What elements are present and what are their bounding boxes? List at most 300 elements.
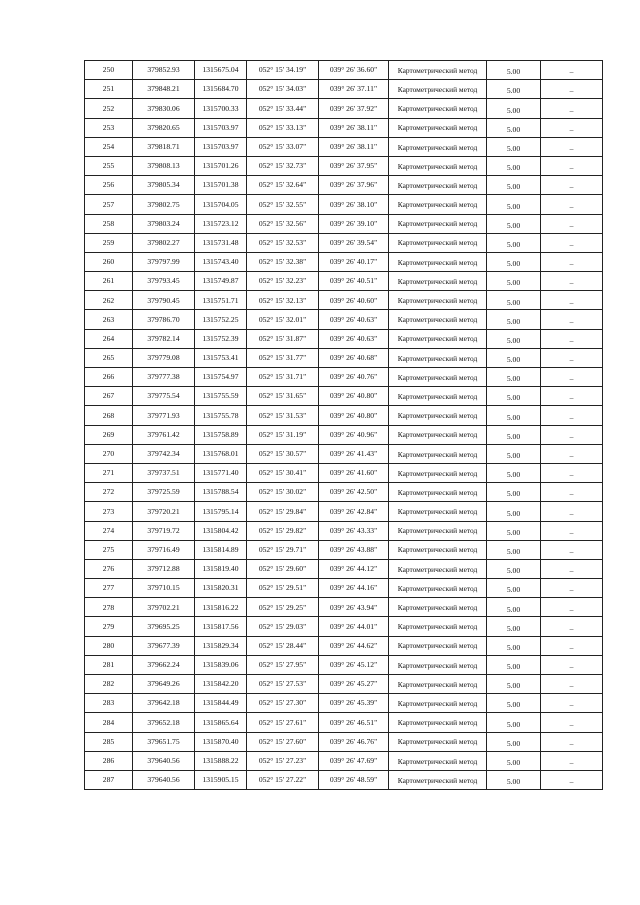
- coord-y-cell: 1315749.87: [195, 272, 247, 291]
- point-number-cell: 284: [85, 713, 133, 732]
- coord-x-cell: 379808.13: [133, 156, 195, 175]
- method-cell: Картометрический метод: [389, 387, 487, 406]
- note-cell: –: [541, 80, 603, 99]
- accuracy-cell: 5.00: [487, 61, 541, 80]
- longitude-cell: 039° 26' 37.92": [319, 99, 389, 118]
- longitude-cell: 039° 26' 40.96": [319, 425, 389, 444]
- accuracy-cell: 5.00: [487, 310, 541, 329]
- coord-y-cell: 1315888.22: [195, 751, 247, 770]
- point-number-cell: 278: [85, 598, 133, 617]
- note-cell: –: [541, 540, 603, 559]
- note-cell: –: [541, 770, 603, 789]
- point-number-cell: 258: [85, 214, 133, 233]
- coordinates-table-body: [85, 61, 603, 790]
- accuracy-cell: 5.00: [487, 770, 541, 789]
- coord-y-cell: 1315704.05: [195, 195, 247, 214]
- coord-x-cell: 379651.75: [133, 732, 195, 751]
- point-number-cell: 257: [85, 195, 133, 214]
- point-number-cell: 282: [85, 675, 133, 694]
- coord-y-cell: 1315814.89: [195, 540, 247, 559]
- coord-x-cell: 379777.38: [133, 368, 195, 387]
- coord-x-cell: 379742.34: [133, 444, 195, 463]
- latitude-cell: 052° 15' 29.60": [247, 559, 319, 578]
- point-number-cell: 267: [85, 387, 133, 406]
- longitude-cell: 039° 26' 43.88": [319, 540, 389, 559]
- table-row: [85, 291, 603, 310]
- coord-y-cell: 1315684.70: [195, 80, 247, 99]
- table-row: [85, 598, 603, 617]
- longitude-cell: 039° 26' 44.12": [319, 559, 389, 578]
- coord-x-cell: 379702.21: [133, 598, 195, 617]
- method-cell: Картометрический метод: [389, 252, 487, 271]
- longitude-cell: 039° 26' 38.10": [319, 195, 389, 214]
- table-row: [85, 387, 603, 406]
- latitude-cell: 052° 15' 28.44": [247, 636, 319, 655]
- point-number-cell: 254: [85, 137, 133, 156]
- latitude-cell: 052° 15' 31.19": [247, 425, 319, 444]
- coord-x-cell: 379761.42: [133, 425, 195, 444]
- note-cell: –: [541, 617, 603, 636]
- latitude-cell: 052° 15' 31.87": [247, 329, 319, 348]
- latitude-cell: 052° 15' 31.53": [247, 406, 319, 425]
- table-row: [85, 732, 603, 751]
- method-cell: Картометрический метод: [389, 463, 487, 482]
- coord-y-cell: 1315753.41: [195, 348, 247, 367]
- method-cell: Картометрический метод: [389, 233, 487, 252]
- point-number-cell: 269: [85, 425, 133, 444]
- method-cell: Картометрический метод: [389, 118, 487, 137]
- coord-y-cell: 1315842.20: [195, 675, 247, 694]
- note-cell: –: [541, 732, 603, 751]
- latitude-cell: 052° 15' 30.41": [247, 463, 319, 482]
- latitude-cell: 052° 15' 32.73": [247, 156, 319, 175]
- note-cell: –: [541, 368, 603, 387]
- coord-x-cell: 379786.70: [133, 310, 195, 329]
- note-cell: –: [541, 406, 603, 425]
- latitude-cell: 052° 15' 32.13": [247, 291, 319, 310]
- accuracy-cell: 5.00: [487, 252, 541, 271]
- longitude-cell: 039° 26' 44.01": [319, 617, 389, 636]
- method-cell: Картометрический метод: [389, 368, 487, 387]
- coord-x-cell: 379716.49: [133, 540, 195, 559]
- coord-y-cell: 1315870.40: [195, 732, 247, 751]
- accuracy-cell: 5.00: [487, 444, 541, 463]
- coord-x-cell: 379803.24: [133, 214, 195, 233]
- method-cell: Картометрический метод: [389, 348, 487, 367]
- table-row: [85, 502, 603, 521]
- accuracy-cell: 5.00: [487, 156, 541, 175]
- coord-y-cell: 1315723.12: [195, 214, 247, 233]
- latitude-cell: 052° 15' 31.65": [247, 387, 319, 406]
- method-cell: Картометрический метод: [389, 770, 487, 789]
- latitude-cell: 052° 15' 30.57": [247, 444, 319, 463]
- point-number-cell: 281: [85, 655, 133, 674]
- longitude-cell: 039° 26' 40.63": [319, 310, 389, 329]
- latitude-cell: 052° 15' 32.23": [247, 272, 319, 291]
- latitude-cell: 052° 15' 29.82": [247, 521, 319, 540]
- note-cell: –: [541, 310, 603, 329]
- method-cell: Картометрический метод: [389, 559, 487, 578]
- coord-y-cell: 1315819.40: [195, 559, 247, 578]
- note-cell: –: [541, 713, 603, 732]
- coord-x-cell: 379793.45: [133, 272, 195, 291]
- method-cell: Картометрический метод: [389, 713, 487, 732]
- coord-y-cell: 1315905.15: [195, 770, 247, 789]
- coord-y-cell: 1315755.78: [195, 406, 247, 425]
- method-cell: Картометрический метод: [389, 272, 487, 291]
- table-row: [85, 579, 603, 598]
- longitude-cell: 039° 26' 38.11": [319, 137, 389, 156]
- coord-y-cell: 1315743.40: [195, 252, 247, 271]
- coord-x-cell: 379805.34: [133, 176, 195, 195]
- method-cell: Картометрический метод: [389, 137, 487, 156]
- point-number-cell: 275: [85, 540, 133, 559]
- coord-y-cell: 1315752.25: [195, 310, 247, 329]
- table-row: [85, 310, 603, 329]
- longitude-cell: 039° 26' 40.68": [319, 348, 389, 367]
- longitude-cell: 039° 26' 47.69": [319, 751, 389, 770]
- coord-x-cell: 379771.93: [133, 406, 195, 425]
- accuracy-cell: 5.00: [487, 387, 541, 406]
- coord-y-cell: 1315804.42: [195, 521, 247, 540]
- latitude-cell: 052° 15' 27.61": [247, 713, 319, 732]
- longitude-cell: 039° 26' 37.11": [319, 80, 389, 99]
- method-cell: Картометрический метод: [389, 310, 487, 329]
- method-cell: Картометрический метод: [389, 502, 487, 521]
- table-row: [85, 559, 603, 578]
- latitude-cell: 052° 15' 34.19": [247, 61, 319, 80]
- latitude-cell: 052° 15' 32.56": [247, 214, 319, 233]
- point-number-cell: 262: [85, 291, 133, 310]
- note-cell: –: [541, 118, 603, 137]
- table-row: [85, 214, 603, 233]
- longitude-cell: 039° 26' 38.11": [319, 118, 389, 137]
- longitude-cell: 039° 26' 40.63": [319, 329, 389, 348]
- coord-y-cell: 1315758.89: [195, 425, 247, 444]
- coord-x-cell: 379775.54: [133, 387, 195, 406]
- note-cell: –: [541, 636, 603, 655]
- point-number-cell: 283: [85, 694, 133, 713]
- method-cell: Картометрический метод: [389, 732, 487, 751]
- point-number-cell: 272: [85, 483, 133, 502]
- longitude-cell: 039° 26' 40.80": [319, 406, 389, 425]
- accuracy-cell: 5.00: [487, 406, 541, 425]
- latitude-cell: 052° 15' 32.53": [247, 233, 319, 252]
- coord-x-cell: 379640.56: [133, 770, 195, 789]
- longitude-cell: 039° 26' 43.94": [319, 598, 389, 617]
- coord-x-cell: 379779.08: [133, 348, 195, 367]
- note-cell: –: [541, 156, 603, 175]
- point-number-cell: 260: [85, 252, 133, 271]
- method-cell: Картометрический метод: [389, 694, 487, 713]
- coord-x-cell: 379802.75: [133, 195, 195, 214]
- table-row: [85, 99, 603, 118]
- longitude-cell: 039° 26' 44.62": [319, 636, 389, 655]
- method-cell: Картометрический метод: [389, 675, 487, 694]
- table-row: [85, 713, 603, 732]
- coord-y-cell: 1315839.06: [195, 655, 247, 674]
- accuracy-cell: 5.00: [487, 751, 541, 770]
- point-number-cell: 264: [85, 329, 133, 348]
- coord-x-cell: 379820.65: [133, 118, 195, 137]
- coord-x-cell: 379848.21: [133, 80, 195, 99]
- method-cell: Картометрический метод: [389, 444, 487, 463]
- table-row: [85, 521, 603, 540]
- note-cell: –: [541, 214, 603, 233]
- latitude-cell: 052° 15' 29.25": [247, 598, 319, 617]
- latitude-cell: 052° 15' 27.30": [247, 694, 319, 713]
- latitude-cell: 052° 15' 34.03": [247, 80, 319, 99]
- note-cell: –: [541, 751, 603, 770]
- point-number-cell: 250: [85, 61, 133, 80]
- point-number-cell: 265: [85, 348, 133, 367]
- accuracy-cell: 5.00: [487, 732, 541, 751]
- method-cell: Картометрический метод: [389, 425, 487, 444]
- table-row: [85, 425, 603, 444]
- coord-x-cell: 379710.15: [133, 579, 195, 598]
- point-number-cell: 287: [85, 770, 133, 789]
- note-cell: –: [541, 291, 603, 310]
- accuracy-cell: 5.00: [487, 636, 541, 655]
- accuracy-cell: 5.00: [487, 137, 541, 156]
- note-cell: –: [541, 348, 603, 367]
- coord-x-cell: 379649.26: [133, 675, 195, 694]
- table-row: [85, 195, 603, 214]
- coord-y-cell: 1315816.22: [195, 598, 247, 617]
- note-cell: –: [541, 252, 603, 271]
- note-cell: –: [541, 521, 603, 540]
- note-cell: –: [541, 61, 603, 80]
- longitude-cell: 039° 26' 41.43": [319, 444, 389, 463]
- coord-y-cell: 1315703.97: [195, 118, 247, 137]
- note-cell: –: [541, 694, 603, 713]
- note-cell: –: [541, 675, 603, 694]
- longitude-cell: 039° 26' 39.10": [319, 214, 389, 233]
- latitude-cell: 052° 15' 29.84": [247, 502, 319, 521]
- coord-y-cell: 1315768.01: [195, 444, 247, 463]
- method-cell: Картометрический метод: [389, 406, 487, 425]
- note-cell: –: [541, 444, 603, 463]
- coord-x-cell: 379677.39: [133, 636, 195, 655]
- point-number-cell: 251: [85, 80, 133, 99]
- coord-x-cell: 379737.51: [133, 463, 195, 482]
- table-row: [85, 329, 603, 348]
- accuracy-cell: 5.00: [487, 559, 541, 578]
- accuracy-cell: 5.00: [487, 80, 541, 99]
- accuracy-cell: 5.00: [487, 291, 541, 310]
- accuracy-cell: 5.00: [487, 579, 541, 598]
- point-number-cell: 256: [85, 176, 133, 195]
- latitude-cell: 052° 15' 33.13": [247, 118, 319, 137]
- point-number-cell: 255: [85, 156, 133, 175]
- note-cell: –: [541, 99, 603, 118]
- coord-y-cell: 1315844.49: [195, 694, 247, 713]
- coordinates-table: [84, 60, 603, 790]
- note-cell: –: [541, 598, 603, 617]
- note-cell: –: [541, 233, 603, 252]
- point-number-cell: 266: [85, 368, 133, 387]
- point-number-cell: 270: [85, 444, 133, 463]
- longitude-cell: 039° 26' 43.33": [319, 521, 389, 540]
- latitude-cell: 052° 15' 31.71": [247, 368, 319, 387]
- latitude-cell: 052° 15' 27.60": [247, 732, 319, 751]
- latitude-cell: 052° 15' 31.77": [247, 348, 319, 367]
- coord-x-cell: 379719.72: [133, 521, 195, 540]
- point-number-cell: 286: [85, 751, 133, 770]
- coord-y-cell: 1315817.56: [195, 617, 247, 636]
- longitude-cell: 039° 26' 41.60": [319, 463, 389, 482]
- coord-x-cell: 379830.06: [133, 99, 195, 118]
- point-number-cell: 252: [85, 99, 133, 118]
- longitude-cell: 039° 26' 45.12": [319, 655, 389, 674]
- table-row: [85, 655, 603, 674]
- latitude-cell: 052° 15' 33.07": [247, 137, 319, 156]
- accuracy-cell: 5.00: [487, 195, 541, 214]
- accuracy-cell: 5.00: [487, 214, 541, 233]
- accuracy-cell: 5.00: [487, 118, 541, 137]
- point-number-cell: 276: [85, 559, 133, 578]
- coord-x-cell: 379725.59: [133, 483, 195, 502]
- coord-x-cell: 379640.56: [133, 751, 195, 770]
- coord-y-cell: 1315751.71: [195, 291, 247, 310]
- accuracy-cell: 5.00: [487, 233, 541, 252]
- note-cell: –: [541, 502, 603, 521]
- longitude-cell: 039° 26' 40.80": [319, 387, 389, 406]
- point-number-cell: 274: [85, 521, 133, 540]
- coord-y-cell: 1315820.31: [195, 579, 247, 598]
- coord-y-cell: 1315829.34: [195, 636, 247, 655]
- coord-y-cell: 1315752.39: [195, 329, 247, 348]
- coord-x-cell: 379662.24: [133, 655, 195, 674]
- method-cell: Картометрический метод: [389, 61, 487, 80]
- latitude-cell: 052° 15' 29.71": [247, 540, 319, 559]
- method-cell: Картометрический метод: [389, 579, 487, 598]
- method-cell: Картометрический метод: [389, 195, 487, 214]
- point-number-cell: 261: [85, 272, 133, 291]
- table-row: [85, 483, 603, 502]
- method-cell: Картометрический метод: [389, 617, 487, 636]
- note-cell: –: [541, 579, 603, 598]
- coord-y-cell: 1315865.64: [195, 713, 247, 732]
- coord-y-cell: 1315700.33: [195, 99, 247, 118]
- table-row: [85, 770, 603, 789]
- longitude-cell: 039° 26' 46.51": [319, 713, 389, 732]
- latitude-cell: 052° 15' 32.38": [247, 252, 319, 271]
- table-row: [85, 252, 603, 271]
- latitude-cell: 052° 15' 32.01": [247, 310, 319, 329]
- accuracy-cell: 5.00: [487, 425, 541, 444]
- latitude-cell: 052° 15' 33.44": [247, 99, 319, 118]
- longitude-cell: 039° 26' 45.27": [319, 675, 389, 694]
- note-cell: –: [541, 387, 603, 406]
- longitude-cell: 039° 26' 40.76": [319, 368, 389, 387]
- accuracy-cell: 5.00: [487, 655, 541, 674]
- coord-x-cell: 379720.21: [133, 502, 195, 521]
- latitude-cell: 052° 15' 27.22": [247, 770, 319, 789]
- table-row: [85, 368, 603, 387]
- coord-x-cell: 379652.18: [133, 713, 195, 732]
- longitude-cell: 039° 26' 36.60": [319, 61, 389, 80]
- method-cell: Картометрический метод: [389, 521, 487, 540]
- coord-x-cell: 379852.93: [133, 61, 195, 80]
- longitude-cell: 039° 26' 39.54": [319, 233, 389, 252]
- accuracy-cell: 5.00: [487, 99, 541, 118]
- method-cell: Картометрический метод: [389, 540, 487, 559]
- longitude-cell: 039° 26' 48.59": [319, 770, 389, 789]
- longitude-cell: 039° 26' 46.76": [319, 732, 389, 751]
- method-cell: Картометрический метод: [389, 291, 487, 310]
- table-row: [85, 137, 603, 156]
- point-number-cell: 253: [85, 118, 133, 137]
- table-row: [85, 636, 603, 655]
- point-number-cell: 259: [85, 233, 133, 252]
- method-cell: Картометрический метод: [389, 176, 487, 195]
- accuracy-cell: 5.00: [487, 272, 541, 291]
- point-number-cell: 279: [85, 617, 133, 636]
- latitude-cell: 052° 15' 27.53": [247, 675, 319, 694]
- table-row: [85, 348, 603, 367]
- point-number-cell: 263: [85, 310, 133, 329]
- longitude-cell: 039° 26' 40.51": [319, 272, 389, 291]
- coord-x-cell: 379695.25: [133, 617, 195, 636]
- longitude-cell: 039° 26' 37.95": [319, 156, 389, 175]
- coord-y-cell: 1315788.54: [195, 483, 247, 502]
- longitude-cell: 039° 26' 42.84": [319, 502, 389, 521]
- table-row: [85, 176, 603, 195]
- accuracy-cell: 5.00: [487, 176, 541, 195]
- accuracy-cell: 5.00: [487, 713, 541, 732]
- table-row: [85, 675, 603, 694]
- note-cell: –: [541, 272, 603, 291]
- method-cell: Картометрический метод: [389, 80, 487, 99]
- method-cell: Картометрический метод: [389, 751, 487, 770]
- note-cell: –: [541, 559, 603, 578]
- point-number-cell: 277: [85, 579, 133, 598]
- coord-x-cell: 379797.99: [133, 252, 195, 271]
- accuracy-cell: 5.00: [487, 348, 541, 367]
- longitude-cell: 039° 26' 44.16": [319, 579, 389, 598]
- coord-x-cell: 379642.18: [133, 694, 195, 713]
- method-cell: Картометрический метод: [389, 99, 487, 118]
- latitude-cell: 052° 15' 29.03": [247, 617, 319, 636]
- longitude-cell: 039° 26' 40.60": [319, 291, 389, 310]
- point-number-cell: 273: [85, 502, 133, 521]
- coord-x-cell: 379802.27: [133, 233, 195, 252]
- method-cell: Картометрический метод: [389, 483, 487, 502]
- method-cell: Картометрический метод: [389, 329, 487, 348]
- coord-y-cell: 1315731.48: [195, 233, 247, 252]
- longitude-cell: 039° 26' 37.96": [319, 176, 389, 195]
- coord-x-cell: 379712.88: [133, 559, 195, 578]
- table-row: [85, 694, 603, 713]
- latitude-cell: 052° 15' 32.64": [247, 176, 319, 195]
- table-row: [85, 156, 603, 175]
- coord-y-cell: 1315701.38: [195, 176, 247, 195]
- accuracy-cell: 5.00: [487, 694, 541, 713]
- table-row: [85, 751, 603, 770]
- note-cell: –: [541, 176, 603, 195]
- note-cell: –: [541, 483, 603, 502]
- table-row: [85, 80, 603, 99]
- latitude-cell: 052° 15' 27.95": [247, 655, 319, 674]
- latitude-cell: 052° 15' 30.02": [247, 483, 319, 502]
- method-cell: Картометрический метод: [389, 156, 487, 175]
- note-cell: –: [541, 463, 603, 482]
- note-cell: –: [541, 655, 603, 674]
- table-row: [85, 617, 603, 636]
- coord-y-cell: 1315755.59: [195, 387, 247, 406]
- method-cell: Картометрический метод: [389, 636, 487, 655]
